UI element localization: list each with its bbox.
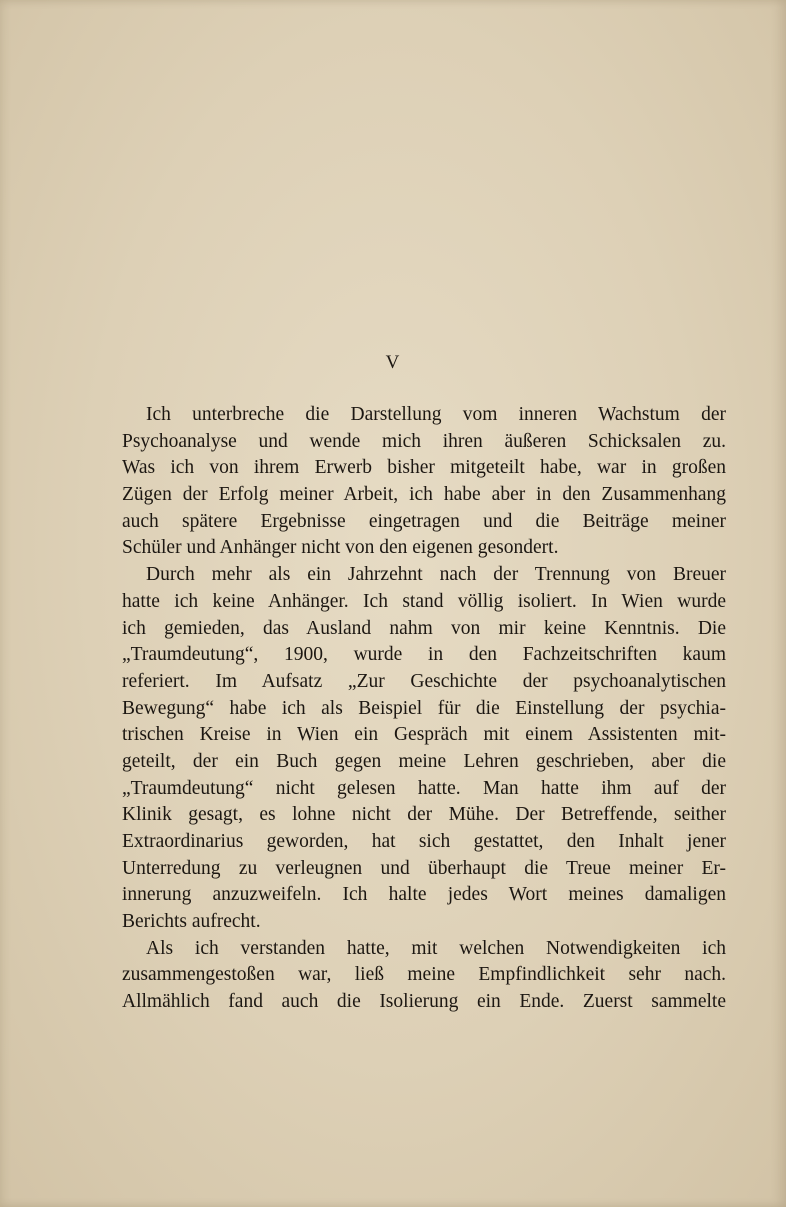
text-line: zusammengestoßen war, ließ meine Empfindlichkeit sehr nach. — [122, 964, 726, 986]
text-line: referiert. Im Aufsatz „Zur Geschichte der psychoanalytischen — [122, 670, 726, 692]
text-line: geteilt, der ein Buch gegen meine Lehren geschrieben, aber die — [122, 750, 726, 772]
text-line: Bewegung“ habe ich als Beispiel für die Einstellung der psychia- — [122, 697, 726, 719]
body-text — [122, 402, 726, 1016]
text-line: Was ich von ihrem Erwerb bisher mitgeteilt habe, war in großen — [122, 457, 726, 479]
text-line: Allmählich fand auch die Isolierung ein Ende. Zuerst sammelte — [122, 991, 726, 1013]
text-line: Extraordinarius geworden, hat sich gestattet, den Inhalt jener — [122, 831, 726, 852]
text-line: „Traumdeutung“, 1900, wurde in den Fachzeitschriften kaum — [122, 644, 726, 666]
text-line: Als ich verstanden hatte, mit welchen Notwendigkeiten ich — [146, 937, 726, 959]
text-line: Durch mehr als ein Jahrzehnt nach der Trennung von Breuer — [146, 564, 726, 586]
text-line: ich gemieden, das Ausland nahm von mir keine Kenntnis. Die — [122, 617, 726, 639]
text-line: Unterredung zu verleugnen und überhaupt die Treue meiner Er- — [122, 857, 726, 879]
text-line: Berichts aufrecht. — [122, 911, 261, 933]
text-line: Klinik gesagt, es lohne nicht der Mühe. Der Betreffende, seither — [122, 804, 726, 826]
text-line: „Traumdeutung“ nicht gelesen hatte. Man hatte ihm auf der — [122, 777, 726, 799]
text-line: Ich unterbreche die Darstellung vom inneren Wachstum der — [146, 404, 726, 425]
text-line: hatte ich keine Anhänger. Ich stand völlig isoliert. In Wien wurde — [122, 590, 726, 612]
text-line: auch spätere Ergebnisse eingetragen und die Beiträge meiner — [122, 510, 726, 532]
text-line: Zügen der Erfolg meiner Arbeit, ich habe aber in den Zusammenhang — [122, 484, 726, 506]
text-line: Schüler und Anhänger nicht von den eigenen gesondert. — [122, 537, 559, 559]
text-line: innerung anzuzweifeln. Ich halte jedes Wort meines damaligen — [122, 884, 726, 906]
chapter-numeral: V — [385, 352, 401, 373]
text-line: trischen Kreise in Wien ein Gespräch mit einem Assistenten mit- — [122, 724, 726, 746]
text-line: Psychoanalyse und wende mich ihren äußeren Schicksalen zu. — [122, 430, 726, 452]
